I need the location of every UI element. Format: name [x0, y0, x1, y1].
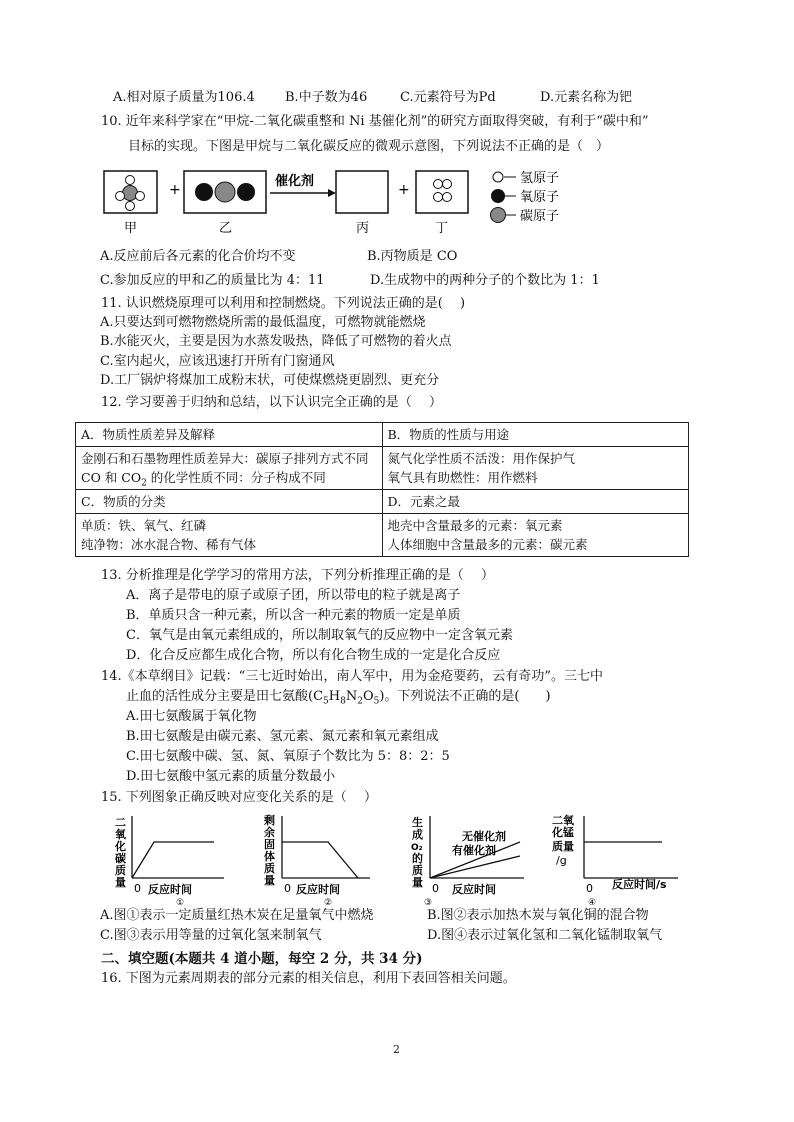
svg-text:④: ④ — [588, 898, 597, 907]
svg-text:固: 固 — [264, 838, 275, 851]
plus-sign: + — [169, 182, 181, 198]
q12-cell-a-body — [76, 447, 383, 490]
q12-b-line2: 氧气具有助燃性：用作燃料 — [387, 470, 538, 485]
q12-cell-a-head: A．物质性质差异及解释 — [76, 423, 383, 447]
q15-option-a: A.图①表示一定质量红热木炭在足量氧气中燃烧 — [100, 908, 374, 923]
box-ding — [416, 171, 468, 213]
oxygen-atom — [237, 183, 255, 201]
svg-text:无催化剂: 无催化剂 — [462, 830, 506, 843]
arrow-head-icon — [328, 189, 336, 197]
hydrogen-atom — [443, 193, 452, 202]
q15-stem: 15. 下列图象正确反映对应变化关系的是（ ） — [101, 790, 377, 805]
svg-text:化锰: 化锰 — [552, 826, 574, 839]
box-bing — [336, 171, 388, 213]
svg-text:的: 的 — [412, 852, 423, 865]
svg-text:反应时间: 反应时间 — [296, 883, 340, 896]
legend-hydrogen: 氢原子 — [520, 171, 560, 186]
label-yi: 乙 — [219, 221, 233, 236]
svg-text:二: 二 — [115, 816, 126, 829]
svg-text:质: 质 — [264, 862, 275, 875]
q12-a-line1: 金刚石和石墨物理性质差异大：碳原子排列方式不同 — [81, 451, 369, 466]
q13-option-b: B．单质只含一种元素，所以含一种元素的物质一定是单质 — [126, 608, 461, 623]
q14-option-c: C.田七氨酸中碳、氢、氮、氧原子个数比为 5：8：2：5 — [126, 749, 450, 764]
page-number: 2 — [393, 1043, 400, 1056]
q13-option-d: D．化合反应都生成化合物，所以有化合物生成的一定是化合反应 — [126, 648, 501, 663]
svg-text:有催化剂: 有催化剂 — [452, 844, 496, 857]
svg-text:质量: 质量 — [552, 840, 574, 853]
graph-4 — [551, 813, 678, 907]
graph-1-curve — [132, 842, 214, 878]
carbon-atom — [215, 182, 235, 202]
label-jia: 甲 — [124, 221, 138, 236]
hydrogen-atom — [126, 176, 135, 185]
q11-stem: 11. 认识燃烧原理可以利用和控制燃烧。下列说法正确的是( ) — [101, 296, 466, 311]
q10-reaction-diagram — [100, 165, 590, 240]
label-ding: 丁 — [435, 221, 449, 236]
svg-text:化: 化 — [115, 840, 126, 853]
q12-table — [75, 422, 689, 557]
legend-carbon: 碳原子 — [520, 209, 560, 224]
q16-stem: 16. 下图为元素周期表的部分元素的相关信息，利用下表回答相关问题。 — [101, 971, 516, 986]
oxygen-atom — [195, 183, 213, 201]
q10-option-c: C.参加反应的甲和乙的质量比为 4：11 — [100, 273, 325, 288]
q15-option-c: C.图③表示用等量的过氧化氢来制氧气 — [100, 928, 322, 943]
q9-option-a: A.相对原子质量为106.4 — [113, 90, 255, 105]
q12-cell-c-head: C．物质的分类 — [76, 490, 383, 514]
q10-option-b: B.丙物质是 CO — [367, 249, 458, 264]
legend-oxygen: 氧原子 — [520, 190, 560, 205]
svg-text:碳: 碳 — [115, 852, 126, 865]
q12-d-line2: 人体细胞中含量最多的元素：碳元素 — [387, 537, 588, 552]
hydrogen-atom — [136, 192, 145, 201]
q13-option-a: A．离子是带电的原子或原子团，所以带电的粒子就是离子 — [126, 588, 461, 603]
q13-option-c: C．氧气是由氧元素组成的，所以制取氧气的反应物中一定含氧元素 — [126, 628, 513, 643]
svg-text:量: 量 — [264, 874, 275, 887]
svg-text:量: 量 — [412, 876, 423, 889]
q11-option-c: C.室内起火，应该迅速打开所有门窗通风 — [100, 354, 335, 369]
q10-option-d: D.生成物中的两种分子的个数比为 1：1 — [370, 273, 600, 288]
q12-cell-d-head: D．元素之最 — [382, 490, 689, 514]
svg-text:反应时间/s: 反应时间/s — [612, 878, 667, 891]
svg-text:0: 0 — [134, 882, 141, 895]
svg-text:②: ② — [324, 898, 333, 907]
q9-option-c: C.元素符号为Pd — [400, 90, 496, 105]
q13-stem: 13. 分析推理是化学学习的常用方法，下列分析推理正确的是（ ） — [101, 568, 494, 583]
graph-2 — [264, 813, 370, 907]
carbon-atom — [123, 186, 138, 201]
q9-option-d: D.元素名称为钯 — [540, 90, 633, 105]
q15-option-b: B.图②表示加热木炭与氧化铜的混合物 — [427, 908, 649, 923]
svg-text:成: 成 — [412, 828, 423, 841]
q15-option-d: D.图④表示过氧化氢和二氧化锰制取氧气 — [427, 928, 663, 943]
svg-text:O₂: O₂ — [411, 843, 423, 853]
label-bing: 丙 — [356, 221, 370, 236]
svg-text:③: ③ — [424, 898, 433, 907]
q10-stem-line1: 10. 近年来科学家在“甲烷-二氧化碳重整和 Ni 基催化剂”的研究方面取得突破，有利于“碳中和” — [101, 114, 649, 129]
hydrogen-atom — [434, 193, 443, 202]
svg-text:剩: 剩 — [264, 814, 275, 827]
q11-option-d: D.工厂锅炉将煤加工成粉末状，可使煤燃烧更剧烈、更充分 — [100, 373, 440, 388]
q12-cell-b-body — [382, 447, 689, 490]
q12-c-line1: 单质：铁、氧气、红磷 — [81, 518, 207, 533]
svg-text:余: 余 — [264, 826, 275, 839]
section-2-heading: 二、填空题(本题共 4 道小题，每空 2 分，共 34 分) — [101, 951, 423, 967]
hydrogen-atom — [434, 180, 443, 189]
q14-option-b: B.田七氨酸是由碳元素、氢元素、氮元素和氧元素组成 — [126, 729, 439, 744]
q12-a-line2: CO 和 $CO_2$ 的化学性质不同：分子构成不同 — [81, 470, 326, 489]
q15-graphs — [112, 812, 692, 907]
q12-d-line1: 地壳中含量最多的元素：氧元素 — [387, 518, 563, 533]
q12-b-line1: 氮气化学性质不活泼：用作保护气 — [387, 451, 576, 466]
svg-text:体: 体 — [264, 850, 275, 863]
svg-text:①: ① — [176, 898, 185, 907]
graph-2-curve — [282, 842, 358, 878]
svg-text:质: 质 — [115, 864, 126, 877]
svg-text:反应时间: 反应时间 — [452, 883, 496, 896]
q10-stem-line2: 目标的实现。下图是甲烷与二氧化碳反应的微观示意图，下列说法不正确的是（ ） — [128, 139, 610, 154]
svg-text:0: 0 — [586, 882, 593, 895]
svg-text:0: 0 — [284, 882, 291, 895]
q9-option-b: B.中子数为46 — [285, 90, 368, 105]
q12-c-line2: 纯净物：冰水混合物、稀有气体 — [81, 537, 257, 552]
legend-hydrogen-icon — [493, 172, 503, 182]
q12-cell-c-body — [76, 514, 383, 557]
q12-cell-d-body — [382, 514, 689, 557]
svg-text:反应时间: 反应时间 — [148, 883, 192, 896]
svg-text:量: 量 — [115, 876, 126, 889]
graph-3 — [411, 815, 524, 907]
q12-cell-b-head: B．物质的性质与用途 — [382, 423, 689, 447]
legend-carbon-icon — [491, 208, 506, 223]
q12-stem: 12. 学习要善于归纳和总结，以下认识完全正确的是（ ） — [101, 395, 442, 410]
q11-option-b: B.水能灭火，主要是因为水蒸发吸热，降低了可燃物的着火点 — [100, 334, 452, 349]
graph-1 — [114, 816, 224, 907]
plus-sign: + — [398, 182, 410, 198]
hydrogen-atom — [126, 202, 135, 211]
catalyst-label: 催化剂 — [275, 174, 315, 189]
legend-oxygen-icon — [491, 189, 505, 203]
svg-text:0: 0 — [432, 882, 439, 895]
svg-text:氧: 氧 — [115, 828, 126, 841]
hydrogen-atom — [443, 180, 452, 189]
svg-text:/g: /g — [556, 854, 567, 867]
svg-text:质: 质 — [412, 864, 423, 877]
svg-text:生: 生 — [412, 816, 423, 829]
q14-option-a: A.田七氨酸属于氧化物 — [126, 709, 257, 724]
q14-stem-line1: 14.《本草纲目》记载：“三七近时始出，南人军中，用为金疮要药，云有奇功”。三七中 — [101, 669, 603, 684]
q14-option-d: D.田七氨酸中氢元素的质量分数最小 — [126, 769, 336, 784]
q11-option-a: A.只要达到可燃物燃烧所需的最低温度，可燃物就能燃烧 — [100, 315, 426, 330]
q14-stem-line2: 止血的活性成分主要是田七氨酸$(C_5H_8N_2O_5)$。下列说法不正确的是( ) — [126, 689, 551, 707]
svg-text:二氧: 二氧 — [552, 814, 574, 827]
hydrogen-atom — [116, 192, 125, 201]
q10-option-a: A.反应前后各元素的化合价均不变 — [100, 249, 296, 264]
